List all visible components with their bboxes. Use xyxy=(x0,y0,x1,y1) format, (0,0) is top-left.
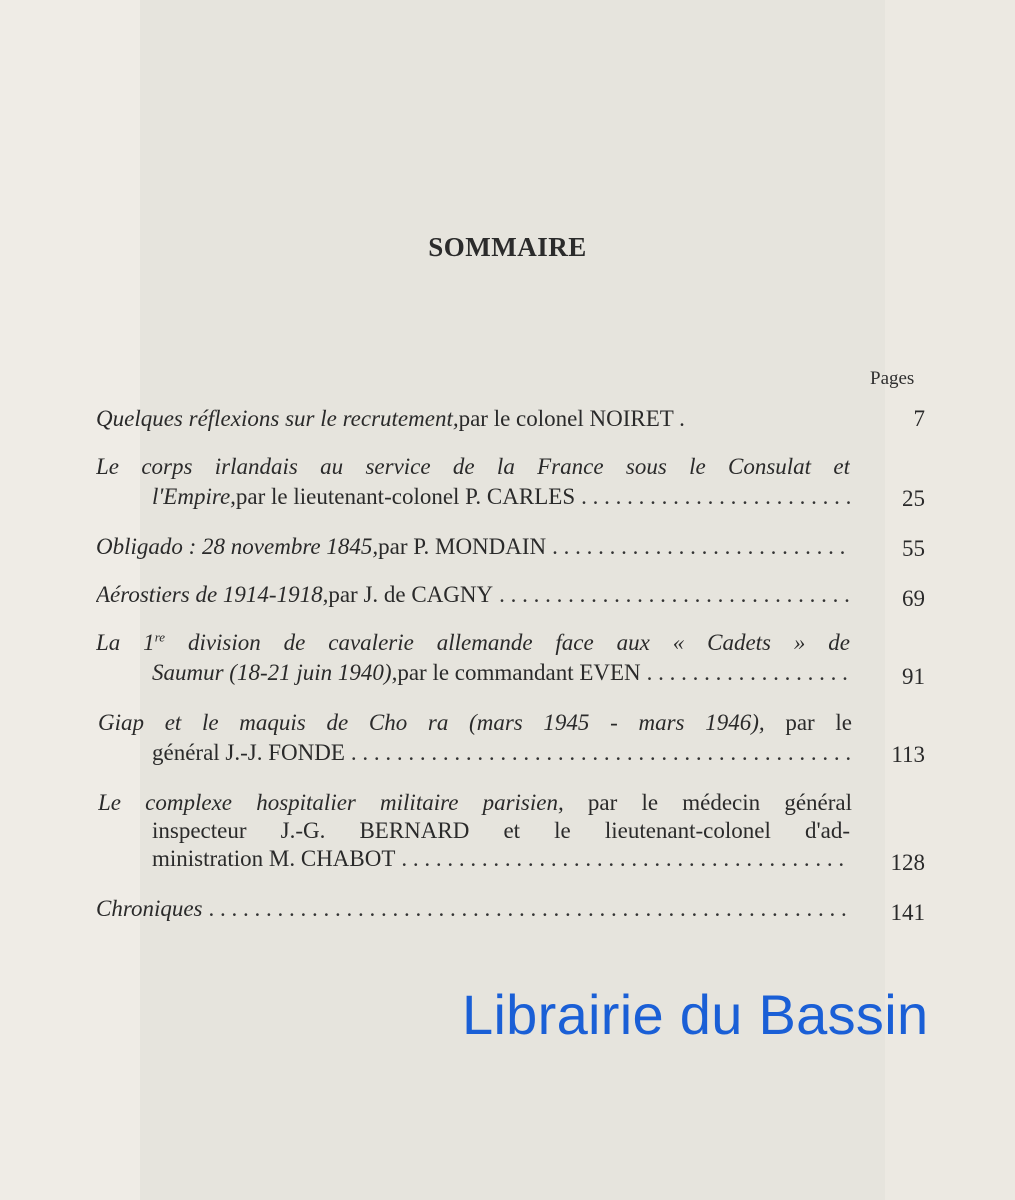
toc-entry-3: Obligado : 28 novembre 1845, par P. MONDAIN . . . xyxy=(96,532,850,562)
toc-entry-5-line-1: La 1re division de cavalerie allemande face aux « Cadets » de xyxy=(96,629,850,655)
toc-page-number: 69 xyxy=(902,586,925,611)
toc-entry-7-line-1: Le complexe hospitalier militaire parisien, par le médecin général xyxy=(98,790,852,815)
toc-page-number: 91 xyxy=(902,664,925,689)
toc-entry-7-line-2: inspecteur J.-G. BERNARD et le lieutenant-colonel d'ad- xyxy=(152,818,850,843)
toc-page-number: 25 xyxy=(902,486,925,511)
dot-leader xyxy=(209,894,851,924)
toc-entry-2-line-2: l'Empire, par le lieutenant-colonel P. CARLES . . . xyxy=(152,482,850,512)
toc-entry-8: Chroniques . . . xyxy=(96,894,850,924)
toc-entry-1: Quelques réflexions sur le recrutement, par le colonel NOIRET . xyxy=(96,406,685,431)
dot-leader xyxy=(351,738,850,768)
toc-page-number: 128 xyxy=(890,850,925,875)
watermark-text: Librairie du Bassin xyxy=(462,983,929,1046)
dot-leader xyxy=(581,482,850,512)
dot-leader xyxy=(647,658,850,688)
toc-entry-6-line-2: général J.-J. FONDE . . . xyxy=(152,738,850,768)
toc-entry-5-line-2: Saumur (18-21 juin 1940), par le commandant EVEN . . . xyxy=(152,658,850,688)
toc-entry-7-line-3: ministration M. CHABOT . . . xyxy=(152,844,850,874)
dot-leader xyxy=(401,844,850,874)
toc-page-number: 55 xyxy=(902,536,925,561)
toc-page-number: 113 xyxy=(891,742,925,767)
page-title: SOMMAIRE xyxy=(428,232,587,262)
dot-leader xyxy=(499,580,850,610)
pages-column-header: Pages xyxy=(870,368,915,389)
toc-entry-2-line-1: Le corps irlandais au service de la France sous le Consulat et xyxy=(96,454,850,479)
toc-page-number: 141 xyxy=(890,900,925,925)
toc-entry-6-line-1: Giap et le maquis de Cho ra (mars 1945 - mars 1946), par le xyxy=(98,710,852,735)
toc-entry-4: Aérostiers de 1914-1918, par J. de CAGNY . . . xyxy=(96,580,850,610)
toc-page-number: 7 xyxy=(913,406,925,431)
dot-leader xyxy=(552,532,850,562)
